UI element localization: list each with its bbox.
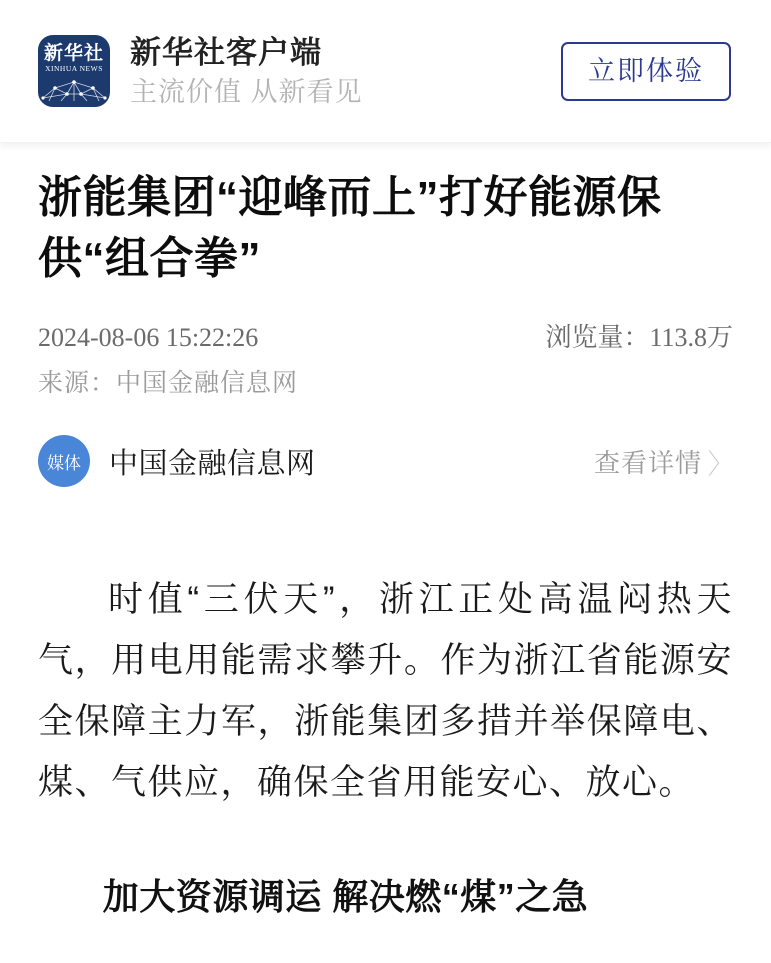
app-title-block	[130, 34, 561, 109]
chevron-right-icon: 〉	[708, 448, 733, 480]
media-publisher-row[interactable]	[38, 435, 733, 487]
view-count-label: 浏览量：	[545, 323, 650, 352]
logo-english-text: XINHUA NEWS	[45, 64, 103, 73]
media-badge-avatar	[38, 435, 90, 487]
view-count-value: 113.8万	[649, 323, 733, 352]
media-publisher-name: 中国金融信息网	[109, 447, 316, 480]
constellation-network-icon	[41, 76, 107, 102]
article-subheading: 加大资源调运 解决燃“煤”之急	[102, 876, 589, 917]
view-count	[545, 317, 733, 354]
app-slogan: 主流价值 从新看见	[130, 76, 363, 107]
view-details-label: 查看详情	[593, 447, 702, 478]
article-main	[0, 167, 771, 963]
open-app-cta-button[interactable]: 立即体验	[561, 42, 731, 101]
article-title: 浙能集团“迎峰而上”打好能源保供“组合拳”	[38, 173, 662, 283]
article-source: 来源：中国金融信息网	[38, 369, 299, 397]
view-details-link[interactable]	[594, 443, 733, 480]
media-badge-label: 媒体	[47, 453, 81, 473]
xinhua-app-logo-icon[interactable]	[38, 35, 110, 107]
article-paragraph: 时值“三伏天”，浙江正处高温闷热天气，用电用能需求攀升。作为浙江省能源安全保障主力军，浙能集团多措并举保障电、煤、气供应，确保全省用能安心、放心。	[38, 580, 733, 802]
logo-chinese-text: 新华社	[43, 43, 104, 64]
app-header-bar	[0, 0, 771, 143]
publish-timestamp: 2024-08-06 15:22:26	[38, 323, 259, 352]
article-meta-row	[38, 317, 733, 354]
app-name: 新华社客户端	[130, 34, 322, 70]
